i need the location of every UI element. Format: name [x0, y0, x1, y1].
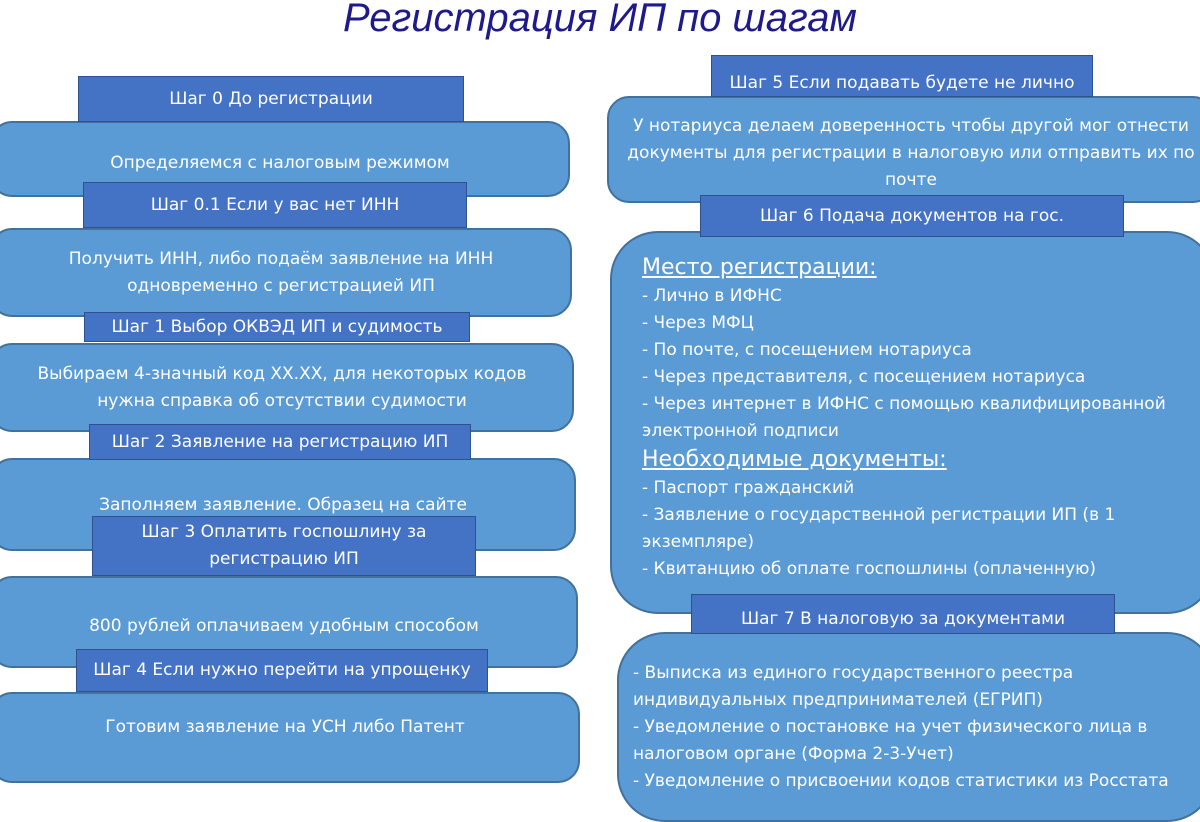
- step-4-label: [76, 649, 488, 692]
- registration-place-item: - Через интернет в ИФНС с помощью квалифицированной электронной подписи: [642, 394, 1166, 441]
- step-2-text: Заполняем заявление. Образец на сайте: [99, 495, 467, 515]
- required-document-item: - Паспорт гражданский: [642, 478, 855, 498]
- step-0-1-text: Получить ИНН, либо подаём заявление на ИНН одновременно с регистрацией ИП: [68, 248, 494, 296]
- step-1-label: [84, 312, 470, 342]
- step-7-box: [617, 632, 1200, 822]
- registration-place-item: - Через представителя, с посещением нотариуса: [642, 367, 1086, 387]
- step-0-text: Определяемся с налоговым режимом: [110, 152, 450, 173]
- step-1-label-text: Шаг 1 Выбор ОКВЭД ИП и судимость: [111, 316, 443, 337]
- registration-place-item: - Лично в ИФНС: [642, 286, 782, 306]
- required-documents-heading: Необходимые документы:: [642, 447, 947, 472]
- tax-document-item: - Уведомление о присвоении кодов статистики из Росстата: [633, 771, 1169, 791]
- step-4-box: [0, 692, 580, 783]
- step-5-label: [711, 55, 1093, 97]
- step-3-text: 800 рублей оплачиваем удобным способом: [89, 615, 479, 636]
- registration-place-item: - Через МФЦ: [642, 313, 754, 333]
- step-1-box: [0, 343, 574, 432]
- required-document-item: - Заявление о государственной регистрации ИП (в 1 экземпляре): [642, 505, 1116, 552]
- step-5-box: [607, 96, 1200, 203]
- step-1-text: Выбираем 4-значный код XX.XX, для некоторых кодов нужна справка об отсутствии судимости: [37, 363, 527, 411]
- step-4-label-text: Шаг 4 Если нужно перейти на упрощенку: [93, 660, 471, 680]
- step-0-label: [78, 76, 464, 122]
- step-6-label-text: Шаг 6 Подача документов на гос.: [760, 205, 1064, 226]
- step-7-label: [691, 594, 1115, 634]
- page-title: Регистрация ИП по шагам: [343, 0, 857, 40]
- step-6-box: [610, 231, 1200, 614]
- step-2-label: [89, 424, 471, 460]
- step-2-label-text: Шаг 2 Заявление на регистрацию ИП: [111, 431, 449, 452]
- tax-document-item: - Выписка из единого государственного реестра индивидуальных предпринимателей (ЕГРИП): [633, 663, 1074, 710]
- registration-place-item: - По почте, с посещением нотариуса: [642, 340, 972, 360]
- required-document-item: - Квитанцию об оплате госпошлины (оплаченную): [642, 559, 1097, 579]
- step-3-label-text: Шаг 3 Оплатить госпошлину за регистрацию ИП: [141, 522, 427, 569]
- step-0-label-text: Шаг 0 До регистрации: [169, 88, 373, 109]
- step-5-text: У нотариуса делаем доверенность чтобы другой мог отнести документы для регистрации в налоговую или отправить их по почте: [627, 116, 1195, 190]
- tax-document-item: - Уведомление о постановке на учет физического лица в налоговом органе (Форма 2-3-Учет): [633, 717, 1148, 764]
- step-4-text: Готовим заявление на УСН либо Патент: [105, 717, 465, 737]
- step-5-label-text: Шаг 5 Если подавать будете не лично: [729, 72, 1075, 93]
- step-6-label: [700, 195, 1124, 237]
- step-7-label-text: Шаг 7 В налоговую за документами: [740, 608, 1066, 629]
- step-0-1-label-text: Шаг 0.1 Если у вас нет ИНН: [150, 194, 400, 215]
- step-3-label: [92, 516, 476, 576]
- step-0-1-label: [83, 182, 467, 228]
- registration-place-heading: Место регистрации:: [642, 255, 877, 280]
- step-0-1-box: [0, 228, 572, 317]
